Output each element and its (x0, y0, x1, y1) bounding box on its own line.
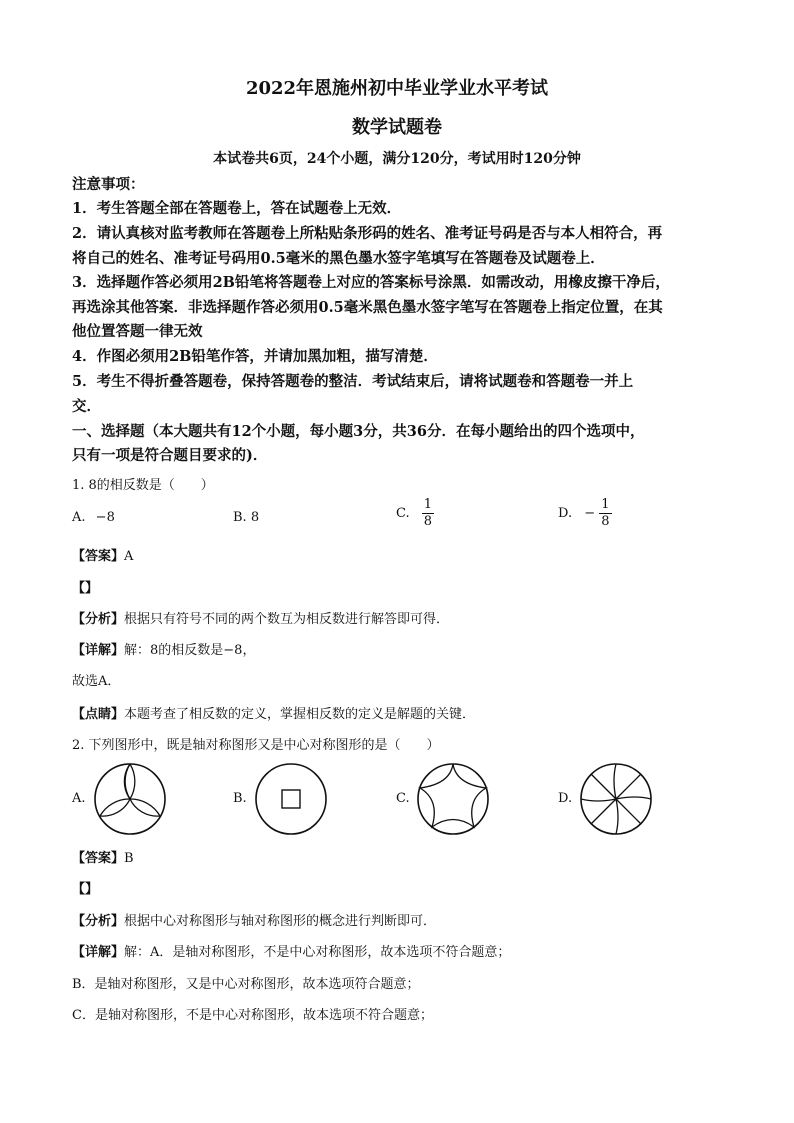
detail-text: 解：A．是轴对称图形，不是中心对称图形，故本选项不符合题意； (124, 945, 511, 960)
q2-option-d-label: D. (558, 791, 573, 806)
detail-text: 解：8的相反数是−8， (124, 643, 256, 658)
notice-line: 交． (72, 398, 101, 415)
comment-tag: 【点睛】 (72, 707, 125, 722)
empty-tag: 【】 (72, 882, 99, 897)
denominator: 8 (423, 514, 433, 529)
question-2-stem: 2. 下列图形中，既是轴对称图形又是中心对称图形的是（ ） (72, 738, 440, 753)
notice-line: 再选涂其他答案．非选择题作答必须用0.5毫米黑色墨水签字笔写在答题卷上指定位置，在其 (72, 299, 663, 316)
q1-answer (72, 545, 133, 564)
q2-detail-c: C．是轴对称图形，不是中心对称图形，故本选项不符合题意； (72, 1008, 433, 1023)
section-heading: 只有一项是符合题目要求的)． (72, 447, 268, 464)
circle-with-swirl-icon (579, 762, 653, 836)
answer-value: A (124, 549, 134, 564)
q1-conclusion: 故选A． (72, 674, 121, 689)
q2-option-a-label: A. (72, 791, 86, 806)
fraction (422, 497, 434, 530)
answer-value: B (124, 851, 134, 866)
circle-with-square-icon (254, 762, 328, 836)
numerator: 1 (601, 497, 610, 512)
detail-tag: 【详解】 (72, 945, 125, 960)
answer-tag: 【答案】 (72, 549, 125, 564)
q1-comment (72, 703, 475, 722)
q1-option-d (558, 497, 612, 530)
q2-detail-b: B．是轴对称图形，又是中心对称图形，故本选项符合题意； (72, 977, 420, 992)
q2-option-c-label: C. (396, 791, 410, 806)
notice-line: 1．考生答题全部在答题卷上，答在试题卷上无效． (72, 200, 402, 217)
q1-option-a (72, 510, 115, 525)
notice-line: 4．作图必须用2B铅笔作答，并请加黑加粗，描写清楚． (72, 348, 438, 365)
q2-option-b-label: B. (233, 791, 247, 806)
circle-with-star-icon (416, 762, 490, 836)
question-1-stem: 1. 8的相反数是（ ） (72, 478, 214, 493)
three-arc-circle-icon (93, 762, 167, 836)
q1-option-c (396, 497, 434, 530)
fraction (599, 497, 611, 530)
notice-line: 5．考生不得折叠答题卷，保持答题卷的整洁．考试结束后，请将试题卷和答题卷一并上 (72, 373, 634, 390)
analysis-text: 根据中心对称图形与轴对称图形的概念进行判断即可． (124, 914, 437, 929)
q1-option-b: B. 8 (233, 510, 260, 525)
exam-title: 2022年恩施州初中毕业学业水平考试 (245, 78, 549, 99)
option-value: −8 (95, 510, 115, 525)
minus-sign: − (584, 506, 596, 521)
empty-tag: 【】 (72, 581, 99, 596)
denominator: 8 (601, 514, 610, 529)
comment-text: 本题考查了相反数的定义，掌握相反数的定义是解题的关键． (124, 707, 476, 722)
section-heading: 一、选择题（本大题共有12个小题，每小题3分，共36分．在每小题给出的四个选项中， (72, 423, 645, 440)
answer-tag: 【答案】 (72, 851, 125, 866)
detail-tag: 【详解】 (72, 643, 125, 658)
exam-info: 本试卷共6页，24个小题，满分120分，考试用时120分钟 (213, 151, 581, 167)
q2-answer (72, 847, 134, 866)
q2-detail (72, 941, 510, 960)
q2-analysis (72, 910, 436, 929)
option-label: D. (558, 506, 573, 521)
q1-analysis (72, 608, 449, 627)
numerator: 1 (423, 497, 433, 512)
analysis-text: 根据只有符号不同的两个数互为相反数进行解答即可得． (124, 612, 450, 627)
paper-subtitle: 数学试题卷 (352, 117, 442, 138)
analysis-tag: 【分析】 (72, 914, 125, 929)
notice-line: 2．请认真核对监考教师在答题卷上所粘贴条形码的姓名、准考证号码是否与本人相符合，再 (72, 225, 663, 242)
notice-line: 将自己的姓名、准考证号码用0.5毫米的黑色墨水签字笔填写在答题卷及试题卷上． (72, 250, 605, 267)
option-label: C. (396, 506, 410, 521)
notice-line: 3．选择题作答必须用2B铅笔将答题卷上对应的答案标号涂黑．如需改动，用橡皮擦干净后， (72, 274, 670, 291)
q1-detail (72, 639, 255, 658)
option-label: A. (72, 510, 86, 525)
analysis-tag: 【分析】 (72, 612, 125, 627)
notice-line: 他位置答题一律无效 (72, 323, 203, 340)
notice-heading: 注意事项： (72, 176, 145, 193)
